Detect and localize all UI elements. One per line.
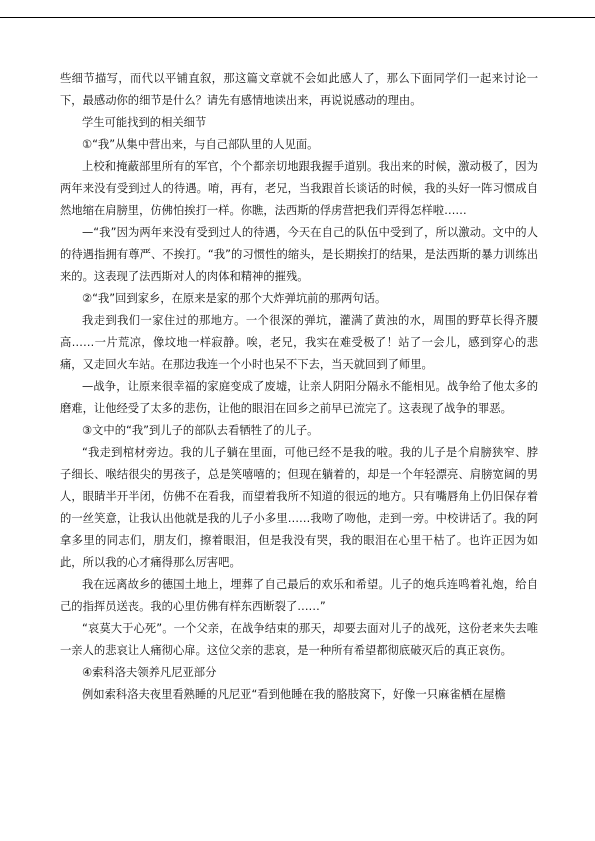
paragraph-11: 我在远离故乡的德国土地上，埋葬了自己最后的欢乐和希望。儿子的炮兵连鸣着礼炮，给自己的指挥员送丧。我的心里仿佛有样东西断裂了……”: [60, 578, 538, 613]
paragraph-3: ①“我”从集中营出来，与自己部队里的人见面。: [82, 138, 319, 151]
paragraph-13: ④索科洛夫领养凡尼亚部分: [82, 666, 217, 679]
paragraph-9: ③文中的“我”到儿子的部队去看牺牲了的儿子。: [82, 424, 319, 437]
header-rule: [0, 17, 595, 18]
paragraph-7: 我走到我们一家住过的那地方。一个很深的弹坑，灌满了黄浊的水，周围的野草长得齐腰高……一片荒凉，像坟地一样寂静。唉，老兄，我实在难受极了！站了一会儿，感到穿心的悲痛，又走回火车站。在那边我连一个小时也呆不下去，当天就回到了师里。: [60, 314, 538, 371]
paragraph-1: 些细节描写，而代以平铺直叙，那这篇文章就不会如此感人了，那么下面同学们一起来讨论一下，最感动你的细节是什么？请先有感情地读出来，再说说感动的理由。: [60, 72, 538, 107]
body-text: [60, 68, 538, 706]
paragraph-10: “我走到棺材旁边。我的儿子躺在里面，可他已经不是我的啦。我的儿子是个肩膀狭窄、脖子细长、喉结很尖的男孩子，总是笑嘻嘻的；但现在躺着的，却是一个年轻漂亮、肩膀宽阔的男人，眼睛半开半闭，仿佛不在看我，而望着我所不知道的很远的地方。只有嘴唇角上仍旧保存着的一丝笑意，让我认出他就是我的儿子小多里……我吻了吻他，走到一旁。中校讲话了。我的阿拿多里的同志们，朋友们，擦着眼泪，但是我没有哭，我的眼泪在心里干枯了。也许正因为如此，所以我的心才痛得那么厉害吧。: [60, 446, 538, 569]
paragraph-2: 学生可能找到的相关细节: [82, 116, 207, 129]
paragraph-6: ②“我”回到家乡，在原来是家的那个大炸弹坑前的那两句话。: [82, 292, 387, 305]
paragraph-5: —“我”因为两年来没有受到过人的待遇，今天在自己的队伍中受到了，所以激动。文中的人的待遇指拥有尊严、不挨打。“我”的习惯性的缩头，是长期挨打的结果，是法西斯的暴力训练出来的。这表现了法西斯对人的肉体和精神的摧残。: [60, 226, 538, 283]
paragraph-4: 上校和掩蔽部里所有的军官，个个都亲切地跟我握手道别。我出来的时候，激动极了，因为两年来没有受到过人的待遇。唷，再有，老兄，当我跟首长谈话的时候，我的头好一阵习惯成自然地缩在肩膀里，仿佛怕挨打一样。你瞧，法西斯的俘虏营把我们弄得怎样啦……: [60, 160, 538, 217]
paragraph-8: —战争，让原来很幸福的家庭变成了废墟，让亲人阴阳分隔永不能相见。战争给了他太多的磨难，让他经受了太多的悲伤，让他的眼泪在回乡之前早已流完了。这表现了战争的罪恶。: [60, 380, 538, 415]
paragraph-12: “哀莫大于心死”。一个父亲，在战争结束的那天，却要去面对儿子的战死，这份老来失去唯一亲人的悲哀让人痛彻心扉。这位父亲的悲哀，是一种所有希望都彻底破灭后的真正哀伤。: [60, 622, 538, 657]
paragraph-14: 例如索科洛夫夜里看熟睡的凡尼亚“看到他睡在我的胳肢窝下，好像一只麻雀栖在屋檐: [82, 688, 506, 701]
